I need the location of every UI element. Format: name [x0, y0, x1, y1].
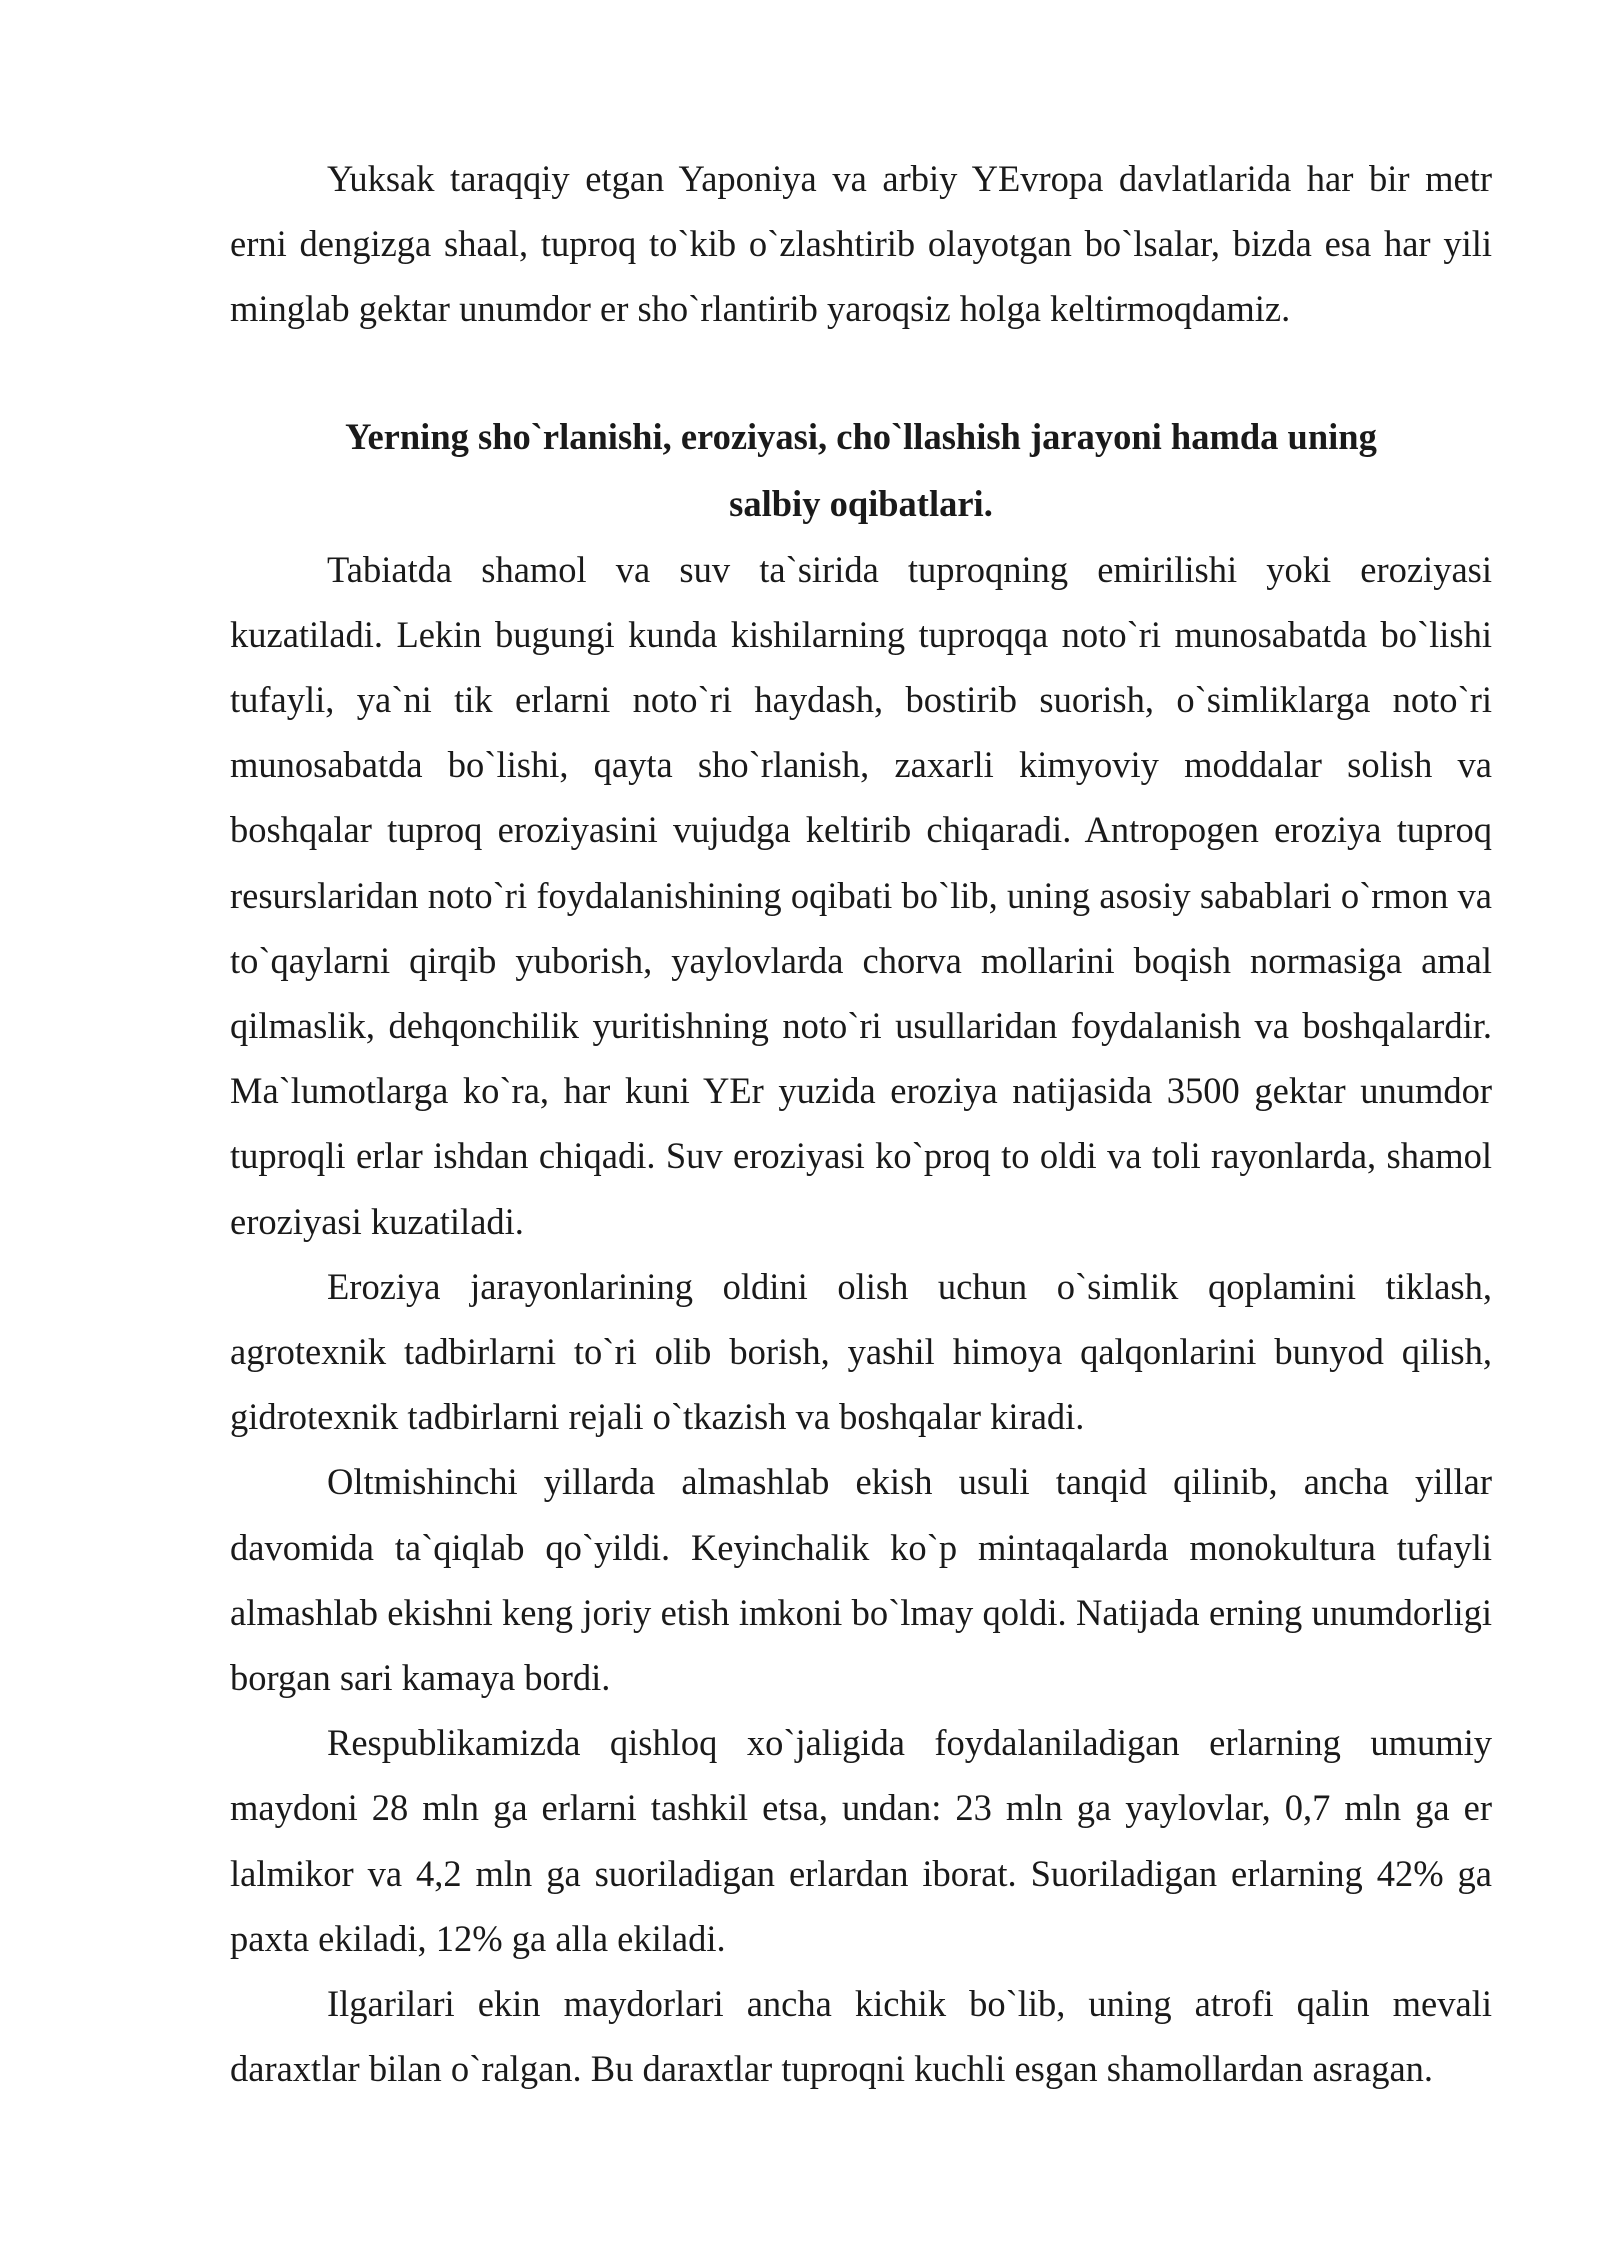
paragraph-crop-rotation: Oltmishinchi yillarda almashlab ekish usuli tanqid qilinib, ancha yillar davomida ta`qiqlab qo`yildi. Keyinchalik ko`p mintaqalarda monokultura tufayli almashlab ekishni keng joriy etish imkoni bo`lmay qoldi. Natijada erning unumdorligi borgan sari kamaya bordi.: [230, 1461, 1492, 1699]
paragraph-erosion-causes: Tabiatda shamol va suv ta`sirida tuproqning emirilishi yoki eroziyasi kuzatiladi. Lekin bugungi kunda kishilarning tuproqqa noto`ri munosabatda bo`lishi tufayli, ya`ni tik erlarni noto`ri haydash, bostirib suorish, o`simliklarga noto`ri munosabatda bo`lishi, qayta sho`rlanish, zaxarli kimyoviy moddalar solish va boshqalar tuproq eroziyasini vujudga keltirib chiqaradi. Antropogen eroziya tuproq resurslaridan noto`ri foydalanishining oqibati bo`lib, uning asosiy sabablari o`rmon va to`qaylarni qirqib yuborish, yaylovlarda chorva mollarini boqish normasiga amal qilmaslik, dehqonchilik yuritishning noto`ri usullaridan foydalanish va boshqalardir. Ma`lumotlarga ko`ra, har kuni YEr yuzida eroziya natijasida 3500 gektar unumdor tuproqli erlar ishdan chiqadi. Suv eroziyasi ko`proq to oldi va toli rayonlarda, shamol eroziyasi kuzatiladi.: [230, 548, 1492, 1242]
section-heading-line-2: salbiy oqibatlari.: [729, 482, 993, 524]
section-heading: [230, 403, 1492, 537]
document-page: [230, 146, 1492, 2101]
section-heading-line-1: Yerning sho`rlanishi, eroziyasi, cho`llashish jarayoni hamda uning: [345, 415, 1377, 457]
intro-paragraph: Yuksak taraqqiy etgan Yaponiya va arbiy YEvropa davlatlarida har bir metr erni dengizga shaal, tuproq to`kib o`zlashtirib olayotgan bo`lsalar, bizda esa har yili minglab gektar unumdor er sho`rlantirib yaroqsiz holga keltirmoqdamiz.: [230, 158, 1492, 330]
paragraph-land-statistics: Respublikamizda qishloq xo`jaligida foydalaniladigan erlarning umumiy maydoni 28 mln ga erlarni tashkil etsa, undan: 23 mln ga yaylovlar, 0,7 mln ga er lalmikor va 4,2 mln ga suoriladigan erlardan iborat. Suoriladigan erlarning 42% ga paxta ekiladi, 12% ga alla ekiladi.: [230, 1722, 1492, 1959]
paragraph-field-trees: Ilgarilari ekin maydorlari ancha kichik bo`lib, uning atrofi qalin mevali daraxtlar bilan o`ralgan. Bu daraxtlar tuproqni kuchli esgan shamollardan asragan.: [230, 1983, 1492, 2090]
paragraph-erosion-prevention: Eroziya jarayonlarining oldini olish uchun o`simlik qoplamini tiklash, agrotexnik tadbirlarni to`ri olib borish, yashil himoya qalqonlarini bunyod qilish, gidrotexnik tadbirlarni rejali o`tkazish va boshqalar kiradi.: [230, 1265, 1492, 1438]
